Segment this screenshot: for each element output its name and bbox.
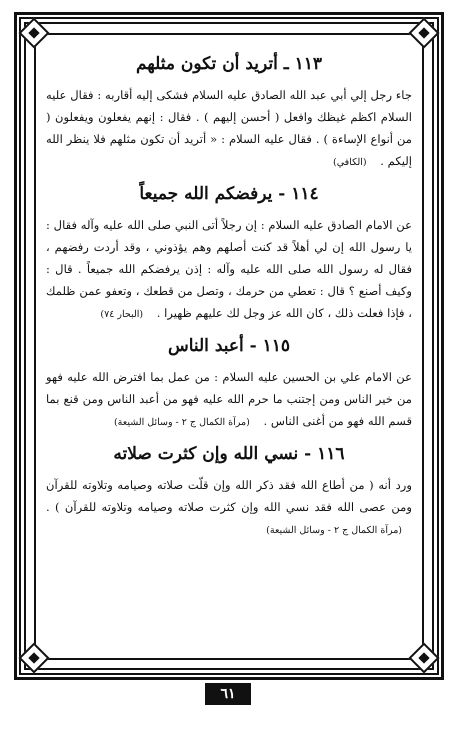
section-heading: ١١٥ - أعبد الناس bbox=[167, 336, 291, 356]
section-116 bbox=[46, 444, 412, 542]
section-body bbox=[46, 474, 412, 542]
section-source: (الكافي) bbox=[333, 157, 367, 168]
section-heading: ١١٣ ـ أتريد أن تكون مثلهم bbox=[135, 54, 323, 74]
section-text: جاء رجل إلي أبي عبد الله الصادق عليه السلام فشكى إليه أقاربه : فقال عليه السلام اكظم غيظك وافعل ( أحسن إليهم ) . فقال : إنهم يفعلون ويفعلون ( من أنواع الإساءة ) . فقال عليه السلام : « أتريد أن تكون مثلهم فلا ينظر الله إليكم . bbox=[46, 88, 412, 168]
section-114 bbox=[46, 184, 412, 326]
section-115 bbox=[46, 336, 412, 434]
section-heading: ١١٤ - يرفضكم الله جميعاً bbox=[139, 184, 319, 204]
section-body bbox=[46, 366, 412, 434]
section-source: (مرآة الكمال ج ٢ - وسائل الشيعة) bbox=[266, 525, 402, 536]
section-text: عن الامام الصادق عليه السلام : إن رجلاً أتى النبي صلى الله عليه وآله فقال : يا رسول الله إن لي أهلاً قد كنت أصلهم وهم يؤذوني ، وقد أردت رفضهم ، فقال له رسول الله صلى الله عليه وآله : إذن يرفضكم الله جميعاً . قال : وكيف أصنع ؟ قال : تعطي من حرمك ، وتصل من قطعك ، وتعفو عمن ظلمك ، فإذا فعلت ذلك ، كان الله عز وجل لك عليهم ظهيرا . bbox=[46, 218, 412, 320]
section-heading: ١١٦ - نسي الله وإن كثرت صلاته bbox=[113, 444, 345, 464]
page-content bbox=[46, 48, 412, 552]
page-number: ٦١ bbox=[205, 683, 251, 705]
section-source: (مرآة الكمال ج ٢ - وسائل الشيعة) bbox=[113, 417, 250, 428]
section-source: (البحار ٧٤) bbox=[100, 309, 144, 320]
section-body bbox=[46, 214, 412, 326]
section-text: عن الامام علي بن الحسين عليه السلام : من عمل بما افترض الله عليه فهو من خير الناس ومن إجتنب ما حرم الله عليه فهو من أعبد الناس ومن قنع بما قسم الله فهو من أغنى الناس . bbox=[46, 370, 412, 428]
section-text: ورد أنه ( من أطاع الله فقد ذكر الله وإن قلّت صلاته وصيامه وتلاوته للقرآن ومن عصى الله فقد نسي الله وإن كثرت صلاته وصيامه وتلاوته للقرآن ) . bbox=[46, 478, 412, 514]
section-body bbox=[46, 84, 412, 174]
section-113 bbox=[46, 54, 412, 174]
